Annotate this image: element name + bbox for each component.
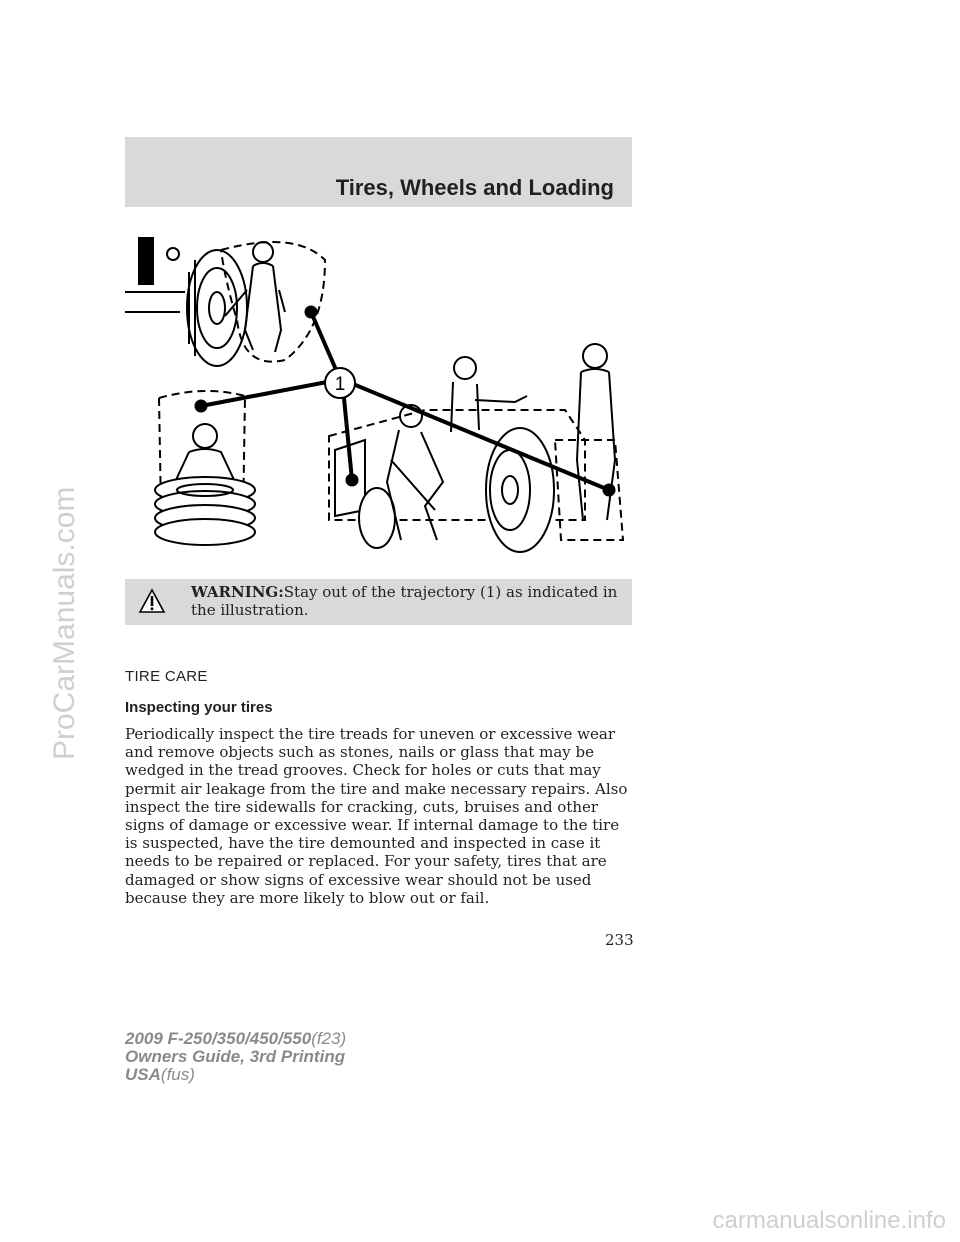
footer-model: 2009 F-250/350/450/550: [125, 1029, 312, 1048]
section-title: Tires, Wheels and Loading: [335, 175, 614, 200]
section-heading: TIRE CARE: [125, 668, 208, 685]
footer-model-code: (f23): [311, 1029, 347, 1048]
page-number: 233: [605, 931, 634, 949]
body-paragraph: Periodically inspect the tire treads for uneven or excessive wear and remove objects such as stones, nails or glass that may be wedged in the tread grooves. Check for holes or cuts that may permit air leakage from the tire and make necessary repairs. Also inspect the tire sidewalls for cracking, cuts, bruises and other signs of damage or excessive wear. If internal damage to the tire is suspected, have the tire demounted and inspected in case it needs to be repaired or replaced. For your safety, tires that are damaged or show signs of excessive wear should not be used because they are more likely to blow out or fail.: [125, 725, 628, 907]
warning-triangle-icon: [139, 589, 165, 613]
subsection-heading: Inspecting your tires: [125, 699, 273, 716]
footer-region-code: (fus): [160, 1065, 195, 1084]
left-watermark: [0, 0, 81, 1242]
footer-printing: Owners Guide, 3rd Printing: [125, 1047, 346, 1066]
document-footer: [125, 1030, 346, 1084]
tire-trajectory-illustration: [125, 220, 632, 560]
warning-label: WARNING:: [191, 583, 284, 601]
warning-box: [125, 579, 632, 625]
warning-message: Stay out of the trajectory (1) as indicated in the illustration.: [191, 583, 618, 619]
bottom-watermark: carmanualsonline.info: [712, 1207, 946, 1234]
section-header-band: [125, 137, 632, 207]
footer-region: USA: [125, 1065, 161, 1084]
callout-number: 1: [334, 374, 346, 395]
left-watermark-text: ProCarManuals.com: [48, 486, 81, 760]
warning-text: [191, 583, 621, 619]
